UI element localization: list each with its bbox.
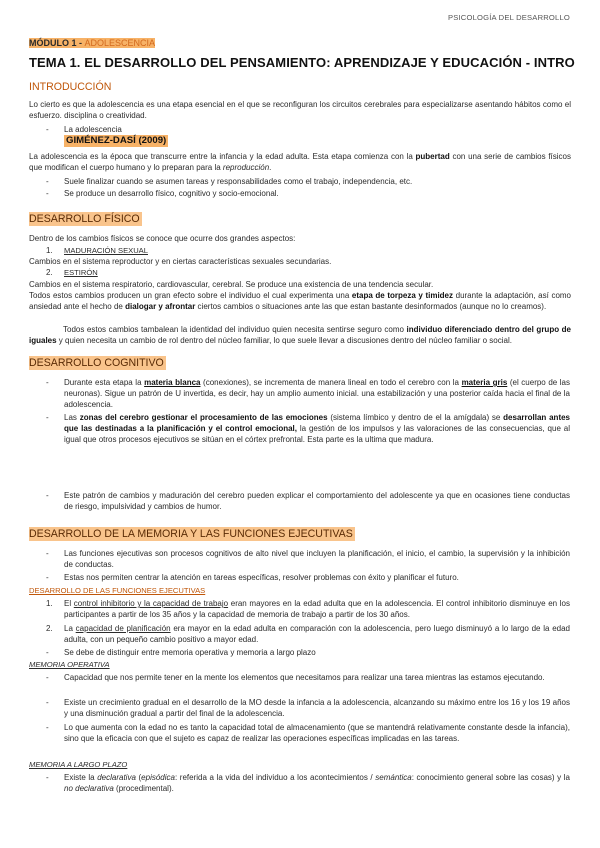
- bold-term: zonas del cerebro gestionar el procesamiento de las emociones: [79, 413, 328, 422]
- bold-term: individuo diferenciado dentro del grupo de iguales: [29, 325, 572, 346]
- text-run: durante la adaptación, así como ansiedad ante el hecho de: [29, 291, 572, 312]
- text-run: Todos estos cambios producen un gran efecto sobre el individuo el cual experimenta una: [29, 291, 352, 300]
- bullet-marker: -: [46, 549, 49, 558]
- running-header: PSICOLOGÍA DEL DESARROLLO: [447, 13, 570, 22]
- memoria-numbered-2: [64, 623, 570, 645]
- cognitivo-item-3: Este patrón de cambios y maduración del cerebro pueden explicar el comportamiento del adolescente ya que en ocasiones tiene conductas de riesgo, impulsividad y cambios de humor.: [64, 491, 570, 512]
- bold-term-materia-gris: materia gris: [461, 378, 508, 387]
- text-run: La: [64, 624, 76, 633]
- text-run: Existe la: [64, 773, 98, 782]
- intro-paragraph-2: [29, 151, 571, 173]
- page-title: TEMA 1. EL DESARROLLO DEL PENSAMIENTO: APRENDIZAJE Y EDUCACIÓN - INTRO: [29, 55, 575, 70]
- memoria-largo-plazo-item-1: [64, 772, 570, 794]
- module-prefix: MÓDULO 1 -: [29, 38, 85, 48]
- bold-term: desarrollan antes que las destinadas a la planificación y el control emocional,: [64, 413, 570, 434]
- text-run: eran mayores en la edad adulta que en la adolescencia. El control inhibitorio disminuye en los participantes a partir de los 35 años y la capacidad de memoria de trabajo a partir de los 30 años.: [64, 599, 570, 620]
- text-run: (conexiones), se incrementa de manera lineal en todo el cerebro con la: [200, 378, 462, 387]
- bullet-marker: -: [46, 378, 49, 387]
- section-heading-fisico: DESARROLLO FÍSICO: [29, 213, 140, 225]
- memoria-item-2: Estas nos permiten centrar la atención en tareas específicas, resolver problemas con éxito y planificar el futuro.: [64, 573, 459, 582]
- author-citation: GIMÉNEZ-DASÍ (2009): [66, 135, 167, 146]
- italic-term: reproducción: [222, 163, 270, 173]
- bullet-marker: -: [46, 491, 49, 500]
- subheading-funciones-ejecutivas: DESARROLLO DE LAS FUNCIONES EJECUTIVAS: [29, 586, 206, 595]
- text-run: (sistema límbico y dentro de el la amígdala) se: [327, 413, 504, 422]
- text-run: ciertos cambios o situaciones ante las que estan bastante desinformados (aunque no lo creamos).: [195, 302, 547, 312]
- bold-term: dialogar y afrontar: [125, 302, 196, 312]
- text-run: La adolescencia es la época que transcurre entre la infancia y la edad adulta. Esta etapa comienza con la: [29, 152, 416, 161]
- cognitivo-item-2: [64, 412, 570, 446]
- italic-term: no declarativa: [64, 784, 114, 794]
- italic-term: semántica: [375, 773, 412, 782]
- intro-list-item-1: La adolescencia: [64, 125, 122, 134]
- bullet-marker: -: [46, 673, 49, 682]
- fisico-paragraph-5: [29, 324, 571, 346]
- text-run: y quien necesita un cambio de rol dentro del núcleo familiar, lo que suele llevar a discusiones dentro del núcleo familiar o social.: [56, 336, 512, 346]
- text-run: El: [64, 599, 74, 608]
- text-run: : referida a la vida del individuo a los acontecimientos /: [174, 773, 376, 782]
- memoria-operativa-item-1: Capacidad que nos permite tener en la mente los elementos que necesitamos para realizar una tarea mientras las estamos ejecutando.: [64, 673, 545, 682]
- bullet-marker: -: [46, 773, 49, 782]
- subheading-memoria-operativa: MEMORIA OPERATIVA: [29, 660, 110, 669]
- memoria-operativa-item-3: Lo que aumenta con la edad no es tanto la capacidad total de almacenamiento (que se mantendrá relativamente constante desde la infancia), sino que la eficacia con que el sujeto es capaz de realizar las operaciones específicas implicadas en las tareas.: [64, 723, 570, 744]
- fisico-subtitle-1: MADURACIÓN SEXUAL: [64, 246, 148, 255]
- text-run: era mayor en la edad adulta en comparación con la adolescencia, pero luego disminuyó a lo largo de la edad adulta, con un pequeño cambio positivo a mayor edad.: [64, 624, 571, 645]
- fisico-paragraph-1: Dentro de los cambios físicos se conoce que ocurre dos grandes aspectos:: [29, 234, 296, 243]
- fisico-paragraph-4: [29, 290, 571, 312]
- section-heading-memoria: DESARROLLO DE LA MEMORIA Y LAS FUNCIONES EJECUTIVAS: [29, 528, 353, 540]
- text-run: Todos estos cambios tambalean la identidad del individuo quien necesita sentirse seguro como: [63, 325, 407, 334]
- bullet-marker: -: [46, 648, 49, 657]
- bullet-marker: -: [46, 189, 49, 198]
- underlined-term: control inhibitorio y la capacidad de trabajo: [73, 599, 229, 608]
- memoria-item-3: Se debe de distinguir entre memoria operativa y memoria a largo plazo: [64, 648, 316, 657]
- bold-term-pubertad: pubertad: [415, 152, 450, 161]
- text-run: (el cuerpo de las neuronas). Sigue un patrón de U invertida, es decir, hay un amplio aumento inicial. una estabilización y una posterior caída hacia el final de la adolescencia.: [64, 378, 571, 410]
- bullet-marker: -: [46, 723, 49, 732]
- italic-term: declarativa: [97, 773, 136, 782]
- italic-term: episódica: [141, 773, 175, 782]
- fisico-paragraph-3: Cambios en el sistema respiratorio, cardiovascular, cerebral. Se produce una existencia de una tendencia secular.: [29, 280, 434, 289]
- text-run: Las: [64, 413, 80, 422]
- text-run: (: [135, 773, 142, 782]
- bullet-marker: -: [46, 177, 49, 186]
- list-number: 2.: [46, 268, 53, 277]
- section-heading-intro: INTRODUCCIÓN: [29, 81, 112, 93]
- memoria-item-1: Las funciones ejecutivas son procesos cognitivos de alto nivel que incluyen la planificación, el inicio, el cambio, la supervisión y la inhibición de conductas.: [64, 549, 570, 570]
- fisico-paragraph-2: Cambios en el sistema reproductor y en ciertas características sexuales secundarias.: [29, 257, 332, 266]
- text-run: con una serie de cambios físicos que modifican el cuerpo humano y lo preparan para la: [29, 152, 571, 173]
- text-run: (procedimental).: [113, 784, 174, 794]
- text-run: Durante esta etapa la: [64, 378, 145, 387]
- bold-term: etapa de torpeza y timidez: [351, 291, 454, 300]
- intro-list-item-3: Se produce un desarrollo físico, cognitivo y socio-emocional.: [64, 189, 279, 198]
- bullet-marker: -: [46, 698, 49, 707]
- text-run: la gestión de los impulsos y las valoraciones de las consecuencias, que al igual que otros procesos ejecutivos se sitúan en el córtex prefrontal. Esta parte es la ultima que madura.: [64, 424, 570, 445]
- list-number: 1.: [46, 246, 53, 255]
- list-number: 1.: [46, 599, 53, 608]
- cognitivo-item-1: [64, 377, 570, 411]
- list-number: 2.: [46, 624, 53, 633]
- underlined-term: capacidad de planificación: [75, 624, 171, 633]
- bullet-marker: -: [46, 125, 49, 134]
- module-label: [29, 38, 155, 49]
- text-run: : conocimiento general sobre las cosas) y la: [411, 773, 570, 782]
- intro-list-item-2: Suele finalizar cuando se asumen tareas y responsabilidades como el trabajo, independencia, etc.: [64, 177, 413, 186]
- intro-paragraph-1: Lo cierto es que la adolescencia es una etapa esencial en el que se reconfiguran los circuitos cerebrales para especializarse asentando hábitos como el esfuerzo. disciplina o creatividad.: [29, 100, 571, 121]
- bullet-marker: -: [46, 573, 49, 582]
- text-run: .: [269, 163, 272, 173]
- memoria-operativa-item-2: Existe un crecimiento gradual en el desarrollo de la MO desde la infancia a la adolescencia, alcanzando su máximo entre los 16 y los 19 años y una disminución gradual a partir del final de la adolescencia.: [64, 698, 570, 719]
- bullet-marker: -: [46, 413, 49, 422]
- section-heading-cognitivo: DESARROLLO COGNITIVO: [29, 357, 164, 369]
- module-name: ADOLESCENCIA: [84, 38, 156, 48]
- fisico-subtitle-2: ESTIRÓN: [64, 268, 98, 277]
- bold-term-materia-blanca: materia blanca: [144, 378, 201, 387]
- memoria-numbered-1: [64, 598, 570, 620]
- subheading-memoria-largo-plazo: MEMORIA A LARGO PLAZO: [29, 760, 128, 769]
